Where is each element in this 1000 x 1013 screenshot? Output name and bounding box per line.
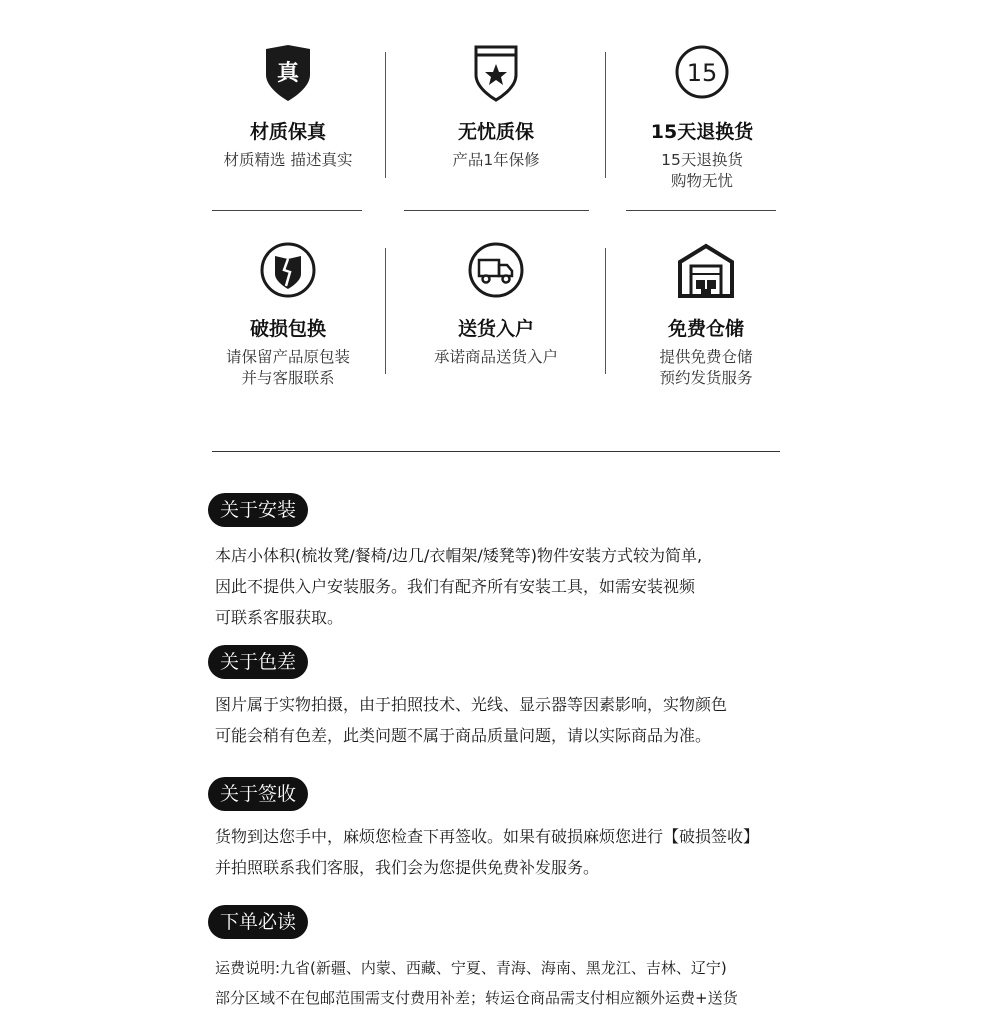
feature-title: 材质保真: [249, 121, 326, 143]
star-shield-icon: [466, 43, 526, 103]
svg-text:真: 真: [276, 61, 300, 86]
section-heading-install: 关于安装: [208, 493, 308, 527]
body-line: 本店小体积(梳妆凳/餐椅/边几/衣帽架/矮凳等)物件安装方式较为简单,: [215, 546, 703, 565]
feature-subtitle-line: 15天退换货: [661, 151, 743, 169]
feature-subtitle: 产品1年保修: [452, 151, 540, 169]
feature-subtitle: 承诺商品送货入户: [433, 348, 558, 366]
feature-return: [592, 43, 812, 192]
feature-damage-replace: [178, 240, 398, 389]
body-line: 可能会稍有色差，此类问题不属于商品质量问题，请以实际商品为准。: [215, 726, 712, 745]
divider-horizontal: [626, 210, 776, 211]
feature-subtitle: [178, 347, 398, 389]
feature-subtitle-line: 并与客服联系: [241, 369, 335, 387]
shield-authentic-icon: [258, 43, 318, 103]
divider-vertical: [605, 52, 606, 178]
body-line: 并拍照联系我们客服，我们会为您提供免费补发服务。: [215, 858, 600, 877]
feature-subtitle-line: 购物无忧: [670, 172, 733, 190]
section-body-signoff: [215, 821, 759, 883]
feature-subtitle: [592, 150, 812, 192]
feature-delivery: [386, 240, 606, 368]
body-line: 可联系客服获取。: [215, 608, 344, 627]
section-body-color: [215, 689, 727, 751]
body-line: 运费说明:九省(新疆、内蒙、西藏、宁夏、青海、海南、黑龙江、吉林、辽宁): [215, 959, 727, 977]
feature-subtitle: [596, 347, 816, 389]
broken-shield-icon: [258, 240, 318, 300]
warehouse-icon: [676, 240, 736, 300]
feature-storage: [596, 240, 816, 389]
body-line: 因此不提供入户安装服务。我们有配齐所有安装工具，如需安装视频: [215, 577, 696, 596]
section-heading-order: 下单必读: [208, 905, 308, 939]
delivery-truck-icon: [466, 240, 526, 300]
divider-vertical: [605, 248, 606, 374]
feature-subtitle-line: 提供免费仓储: [659, 348, 753, 366]
section-heading-color: 关于色差: [208, 645, 308, 679]
section-heading-signoff: 关于签收: [208, 777, 308, 811]
body-line: 部分区域不在包邮范围需支付费用补差；转运仓商品需支付相应额外运费+送货: [215, 989, 738, 1007]
section-body-order: [215, 953, 738, 1013]
feature-title: 15天退换货: [650, 121, 754, 143]
body-line: 图片属于实物拍摄，由于拍照技术、光线、显示器等因素影响，实物颜色: [215, 695, 728, 714]
feature-title: 无忧质保: [457, 121, 534, 143]
body-line: 货物到达您手中，麻烦您检查下再签收。如果有破损麻烦您进行【破损签收】: [215, 827, 760, 846]
feature-authentic: [178, 43, 398, 171]
svg-text:15: 15: [686, 59, 718, 87]
feature-title: 破损包换: [249, 318, 326, 340]
feature-subtitle: 材质精选 描述真实: [223, 151, 353, 169]
section-divider: [212, 451, 780, 452]
feature-title: 免费仓储: [667, 318, 744, 340]
divider-horizontal: [404, 210, 589, 211]
feature-title: 送货入户: [457, 318, 534, 340]
circle-15-icon: [672, 43, 732, 103]
divider-horizontal: [212, 210, 362, 211]
feature-warranty: [386, 43, 606, 171]
divider-vertical: [385, 248, 386, 374]
feature-subtitle-line: 预约发货服务: [659, 369, 753, 387]
section-body-install: [215, 540, 702, 633]
divider-vertical: [385, 52, 386, 178]
feature-subtitle-line: 请保留产品原包装: [225, 348, 350, 366]
